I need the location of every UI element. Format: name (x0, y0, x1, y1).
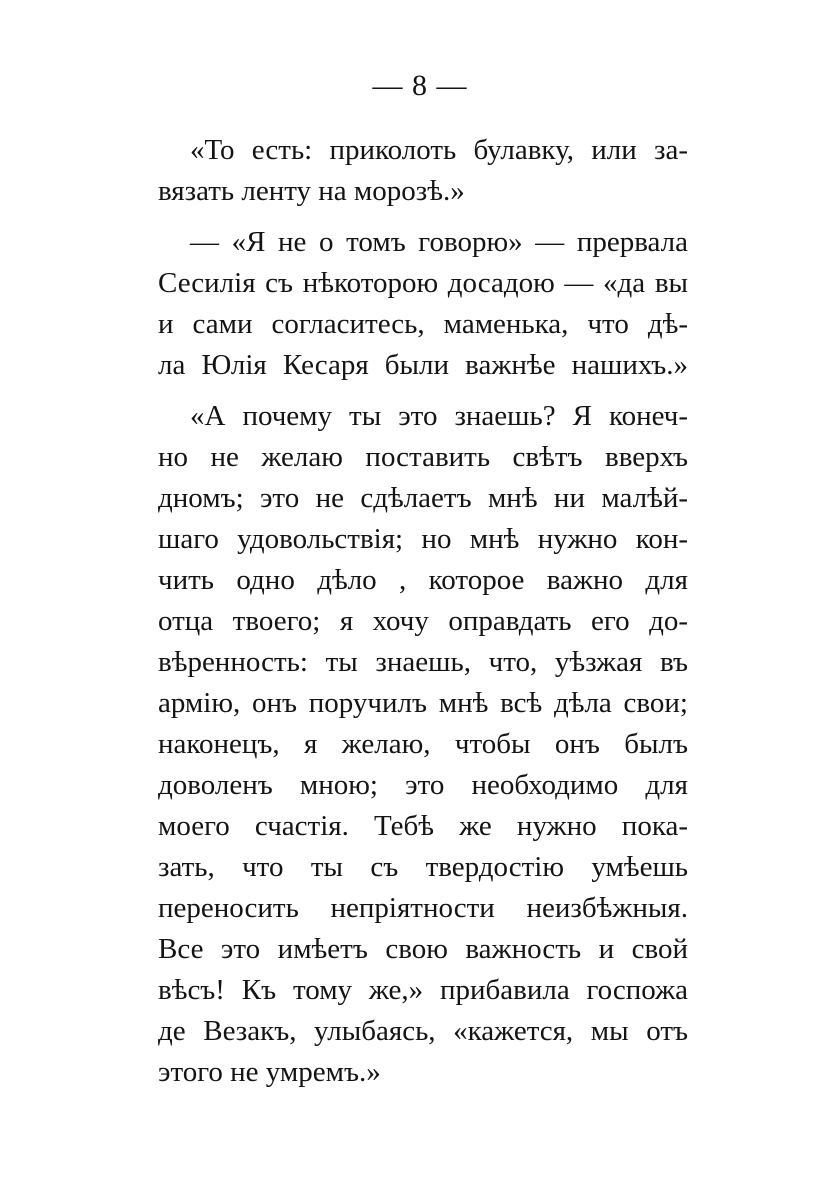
text-line: доволенъ мною; это необходимо для (158, 769, 688, 801)
text-line: вѣренность: ты знаешь, что, уѣзжая въ (158, 646, 688, 678)
text-line: шаго удовольствія; но мнѣ нужно кон- (158, 523, 688, 555)
text-line: вязать ленту на морозѣ.» (158, 175, 465, 207)
text-line: моего счастія. Тебѣ же нужно пока- (158, 810, 688, 842)
text-line: и сами согласитесь, маменька, что дѣ- (158, 308, 688, 340)
paragraph (158, 222, 688, 386)
paragraph (158, 396, 688, 1093)
body-text (158, 130, 688, 1093)
text-line: переносить непріятности неизбѣжныя. (158, 892, 688, 924)
text-line: но не желаю поставить свѣтъ вверхъ (158, 441, 688, 473)
paragraph (158, 130, 688, 212)
page-number: — 8 — (372, 69, 468, 102)
text-line: чить одно дѣло , которое важно для (158, 564, 688, 596)
text-line: отца твоего; я хочу оправдать его до- (158, 605, 688, 637)
text-line: де Везакъ, улыбаясь, «кажется, мы отъ (158, 1015, 688, 1047)
text-line: этого не умремъ.» (158, 1056, 381, 1088)
text-line: — «Я не о томъ говорю» — прервала (190, 226, 688, 258)
text-line: «То есть: приколоть булавку, или за- (190, 134, 688, 166)
text-line: зать, что ты съ твердостію умѣешь (158, 851, 688, 883)
text-line: Сесилія съ нѣкоторою досадою — «да вы (158, 267, 688, 299)
text-line: армію, онъ поручилъ мнѣ всѣ дѣла свои; (158, 687, 688, 719)
text-line: «А почему ты это знаешь? Я конеч- (190, 400, 688, 432)
text-line: вѣсъ! Къ тому же,» прибавила госпожа (158, 974, 688, 1006)
text-line: Все это имѣетъ свою важность и свой (158, 933, 688, 965)
text-line: дномъ; это не сдѣлаетъ мнѣ ни малѣй- (158, 482, 688, 514)
text-line: наконецъ, я желаю, чтобы онъ былъ (158, 728, 688, 760)
text-line: ла Юлія Кесаря были важнѣе нашихъ.» (158, 349, 688, 381)
